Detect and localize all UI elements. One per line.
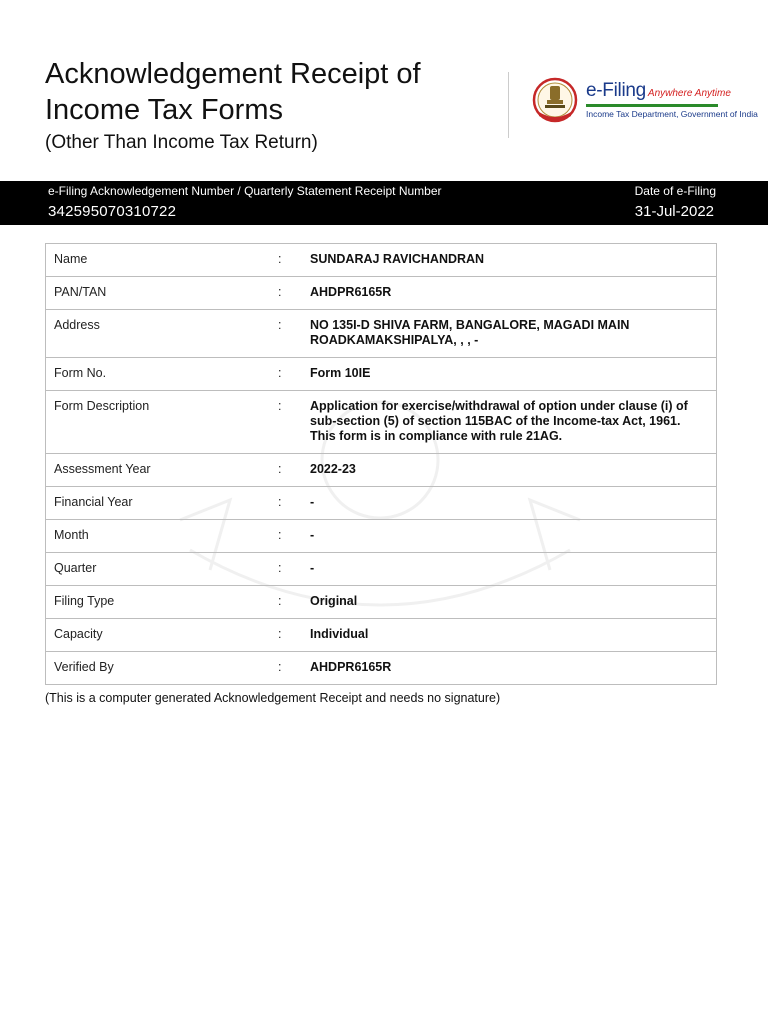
row-label: Address	[46, 310, 279, 358]
row-value: Original	[310, 586, 717, 619]
row-separator: :	[278, 310, 310, 358]
row-label: PAN/TAN	[46, 277, 279, 310]
table-row	[46, 358, 717, 391]
table-row	[46, 619, 717, 652]
row-separator: :	[278, 391, 310, 454]
row-value: NO 135I-D SHIVA FARM, BANGALORE, MAGADI MAIN ROADKAMAKSHIPALYA, , , -	[310, 310, 717, 358]
row-label: Quarter	[46, 553, 279, 586]
brand-underline	[586, 104, 718, 107]
row-value: Application for exercise/withdrawal of option under clause (i) of sub-section (5) of section 115BAC of the Income-tax Act, 1961. This form is in compliance with rule 21AG.	[310, 391, 717, 454]
row-label: Financial Year	[46, 487, 279, 520]
receipt-details-table	[45, 243, 717, 685]
row-separator: :	[278, 553, 310, 586]
row-value: AHDPR6165R	[310, 652, 717, 685]
row-separator: :	[278, 277, 310, 310]
filing-date-value: 31-Jul-2022	[634, 203, 714, 220]
brand-tagline: Anywhere Anytime	[647, 88, 731, 99]
row-value: Form 10IE	[310, 358, 717, 391]
acknowledgement-banner	[0, 181, 768, 225]
filing-date-label: Date of e-Filing	[634, 184, 716, 198]
row-label: Assessment Year	[46, 454, 279, 487]
page-subtitle: (Other Than Income Tax Return)	[45, 132, 318, 153]
table-row	[46, 244, 717, 277]
table-row	[46, 454, 717, 487]
row-separator: :	[278, 244, 310, 277]
row-label: Filing Type	[46, 586, 279, 619]
row-value: Individual	[310, 619, 717, 652]
row-value: -	[310, 487, 717, 520]
footer-note: (This is a computer generated Acknowledgement Receipt and needs no signature)	[45, 691, 501, 705]
row-separator: :	[278, 619, 310, 652]
row-value: AHDPR6165R	[310, 277, 717, 310]
row-value: -	[310, 520, 717, 553]
efiling-logo	[526, 76, 758, 128]
row-value: 2022-23	[310, 454, 717, 487]
ack-number-label: e-Filing Acknowledgement Number / Quarterly Statement Receipt Number	[48, 184, 442, 198]
row-separator: :	[278, 586, 310, 619]
row-separator: :	[278, 652, 310, 685]
brand-name: e-Filing	[586, 80, 646, 101]
table-row	[46, 586, 717, 619]
row-separator: :	[278, 454, 310, 487]
row-separator: :	[278, 487, 310, 520]
header-divider	[508, 72, 509, 138]
row-label: Form No.	[46, 358, 279, 391]
table-row	[46, 553, 717, 586]
national-emblem-icon	[530, 76, 580, 126]
row-label: Name	[46, 244, 279, 277]
brand-department: Income Tax Department, Government of India	[586, 109, 758, 119]
row-label: Verified By	[46, 652, 279, 685]
table-row	[46, 652, 717, 685]
row-separator: :	[278, 358, 310, 391]
page-title: Acknowledgement Receipt of Income Tax Forms	[45, 58, 421, 126]
table-row	[46, 391, 717, 454]
row-separator: :	[278, 520, 310, 553]
table-row	[46, 520, 717, 553]
row-value: -	[310, 553, 717, 586]
header	[45, 56, 495, 156]
table-row	[46, 487, 717, 520]
table-row	[46, 277, 717, 310]
row-label: Month	[46, 520, 279, 553]
ack-number-value: 342595070310722	[48, 203, 177, 220]
table-row	[46, 310, 717, 358]
row-value: SUNDARAJ RAVICHANDRAN	[310, 244, 717, 277]
row-label: Form Description	[46, 391, 279, 454]
row-label: Capacity	[46, 619, 279, 652]
